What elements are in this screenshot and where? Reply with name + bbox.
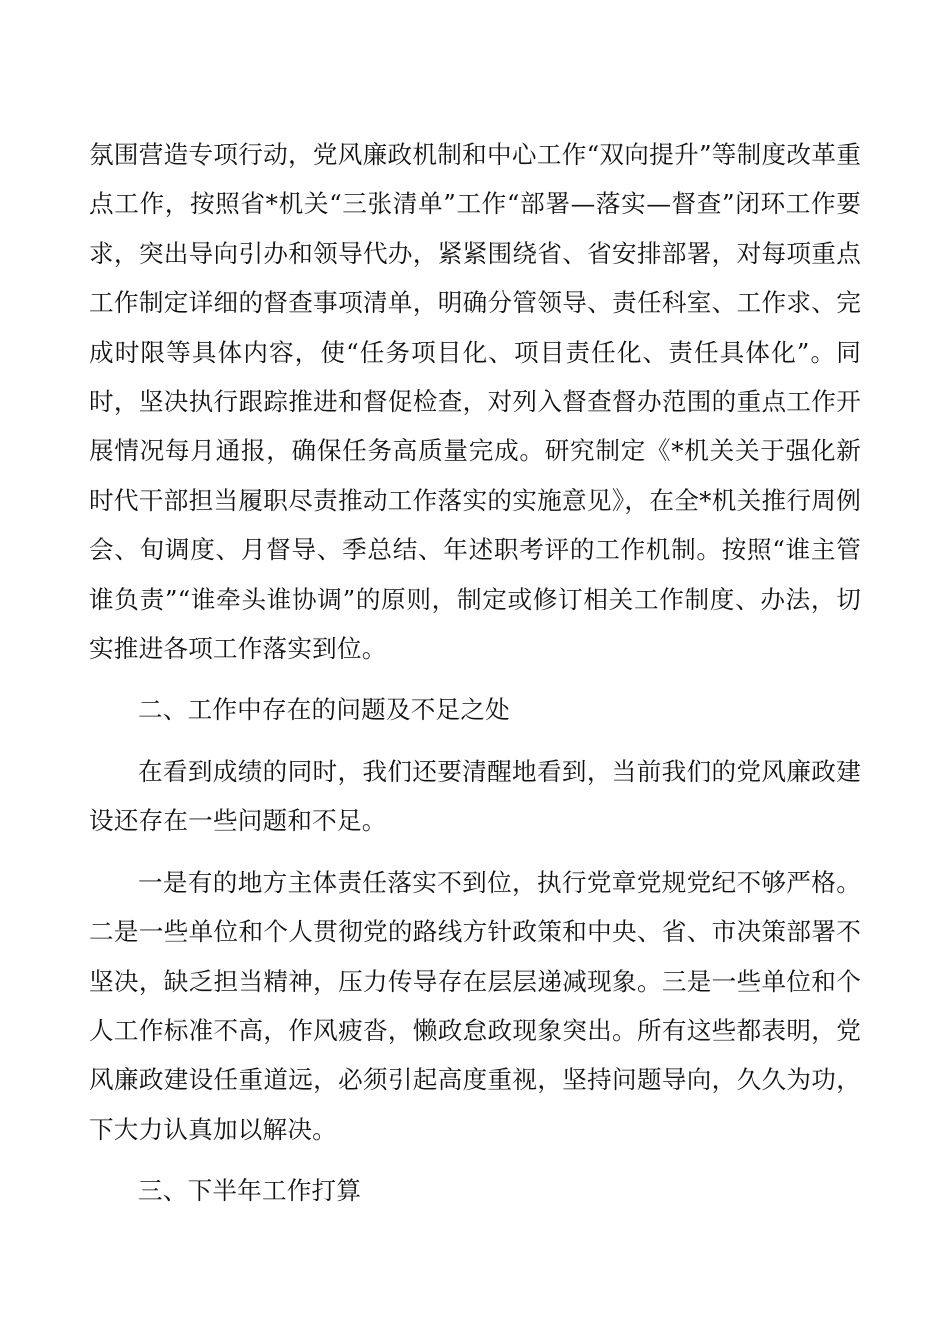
- body-paragraph: 一是有的地方主体责任落实不到位，执行党章党规党纪不够严格。二是一些单位和个人贯彻党的路线方针政策和中央、省、市决策部署不坚决，缺乏担当精神，压力传导存在层层递减现象。三是一些单位和个人工作标准不高，作风疲沓，懒政怠政现象突出。所有这些都表明，党风廉政建设任重道远，必须引起高度重视，坚持问题导向，久久为功，下大力认真加以解决。: [89, 867, 861, 1144]
- body-paragraph: 在看到成绩的同时，我们还要清醒地看到，当前我们的党风廉政建设还存在一些问题和不足。: [89, 756, 861, 836]
- document-body: [89, 130, 861, 1216]
- body-paragraph: 氛围营造专项行动，党风廉政机制和中心工作“双向提升”等制度改革重点工作，按照省*机关“三张清单”工作“部署—落实—督查”闭环工作要求，突出导向引办和领导代办，紧紧围绕省、省安排部署，对每项重点工作制定详细的督查事项清单，明确分管领导、责任科室、工作求、完成时限等具体内容，使“任务项目化、项目责任化、责任具体化”。同时，坚决执行跟踪推进和督促检查，对列入督查督办范围的重点工作开展情况每月通报，确保任务高质量完成。研究制定《*机关关于强化新时代干部担当履职尽责推动工作落实的实施意见》，在全*机关推行周例会、旬调度、月督导、季总结、年述职考评的工作机制。按照“谁主管谁负责”“谁牵头谁协调”的原则，制定或修订相关工作制度、办法，切实推进各项工作落实到位。: [89, 140, 861, 664]
- section-heading: 二、工作中存在的问题及不足之处: [138, 695, 510, 725]
- section-heading: 三、下半年工作打算: [138, 1176, 362, 1206]
